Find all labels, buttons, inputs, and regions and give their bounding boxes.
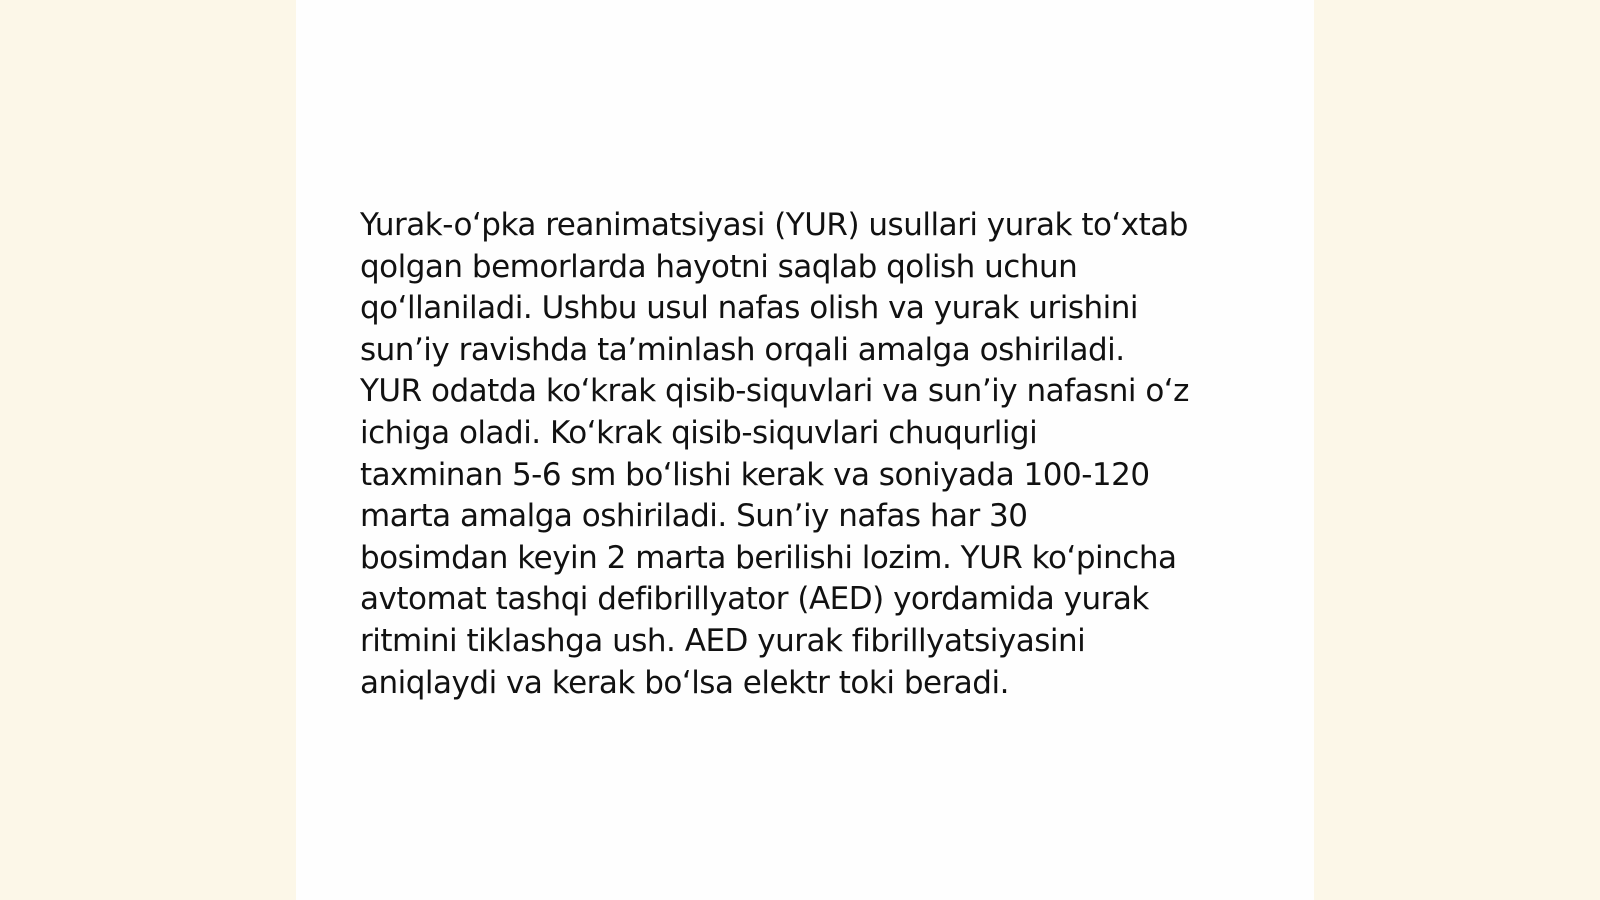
left-margin-panel: [0, 0, 296, 900]
paragraph-line: ritmini tiklashga ush. AED yurak fibrillyatsiyasini: [360, 622, 1086, 659]
paragraph-line: Yurak-oʻpka reanimatsiyasi (YUR) usullari yurak toʻxtab: [360, 207, 1188, 243]
paragraph-line: sunʼiy ravishda taʼminlash orqali amalga oshiriladi.: [360, 331, 1125, 368]
paragraph-line: ichiga oladi. Koʻkrak qisib-siquvlari chuqurligi: [360, 414, 1038, 451]
paragraph-line: taxminan 5-6 sm boʻlishi kerak va soniyada 100-120: [360, 456, 1150, 493]
paragraph-line: qolgan bemorlarda hayotni saqlab qolish uchun: [360, 248, 1078, 285]
paragraph-line: marta amalga oshiriladi. Sunʼiy nafas har 30: [360, 498, 1028, 535]
paragraph-line: avtomat tashqi defibrillyator (AED) yordamida yurak: [360, 581, 1149, 618]
paragraph-line: aniqlaydi va kerak boʻlsa elektr toki beradi.: [360, 664, 1009, 701]
paragraph-line: qoʻllaniladi. Ushbu usul nafas olish va yurak urishini: [360, 290, 1138, 327]
paragraph-line: bosimdan keyin 2 marta berilishi lozim. YUR koʻpincha: [360, 539, 1177, 576]
paragraph-line: YUR odatda koʻkrak qisib-siquvlari va sunʼiy nafasni oʻz: [360, 373, 1189, 410]
body-paragraph: [360, 205, 1260, 704]
right-margin-panel: [1314, 0, 1600, 900]
